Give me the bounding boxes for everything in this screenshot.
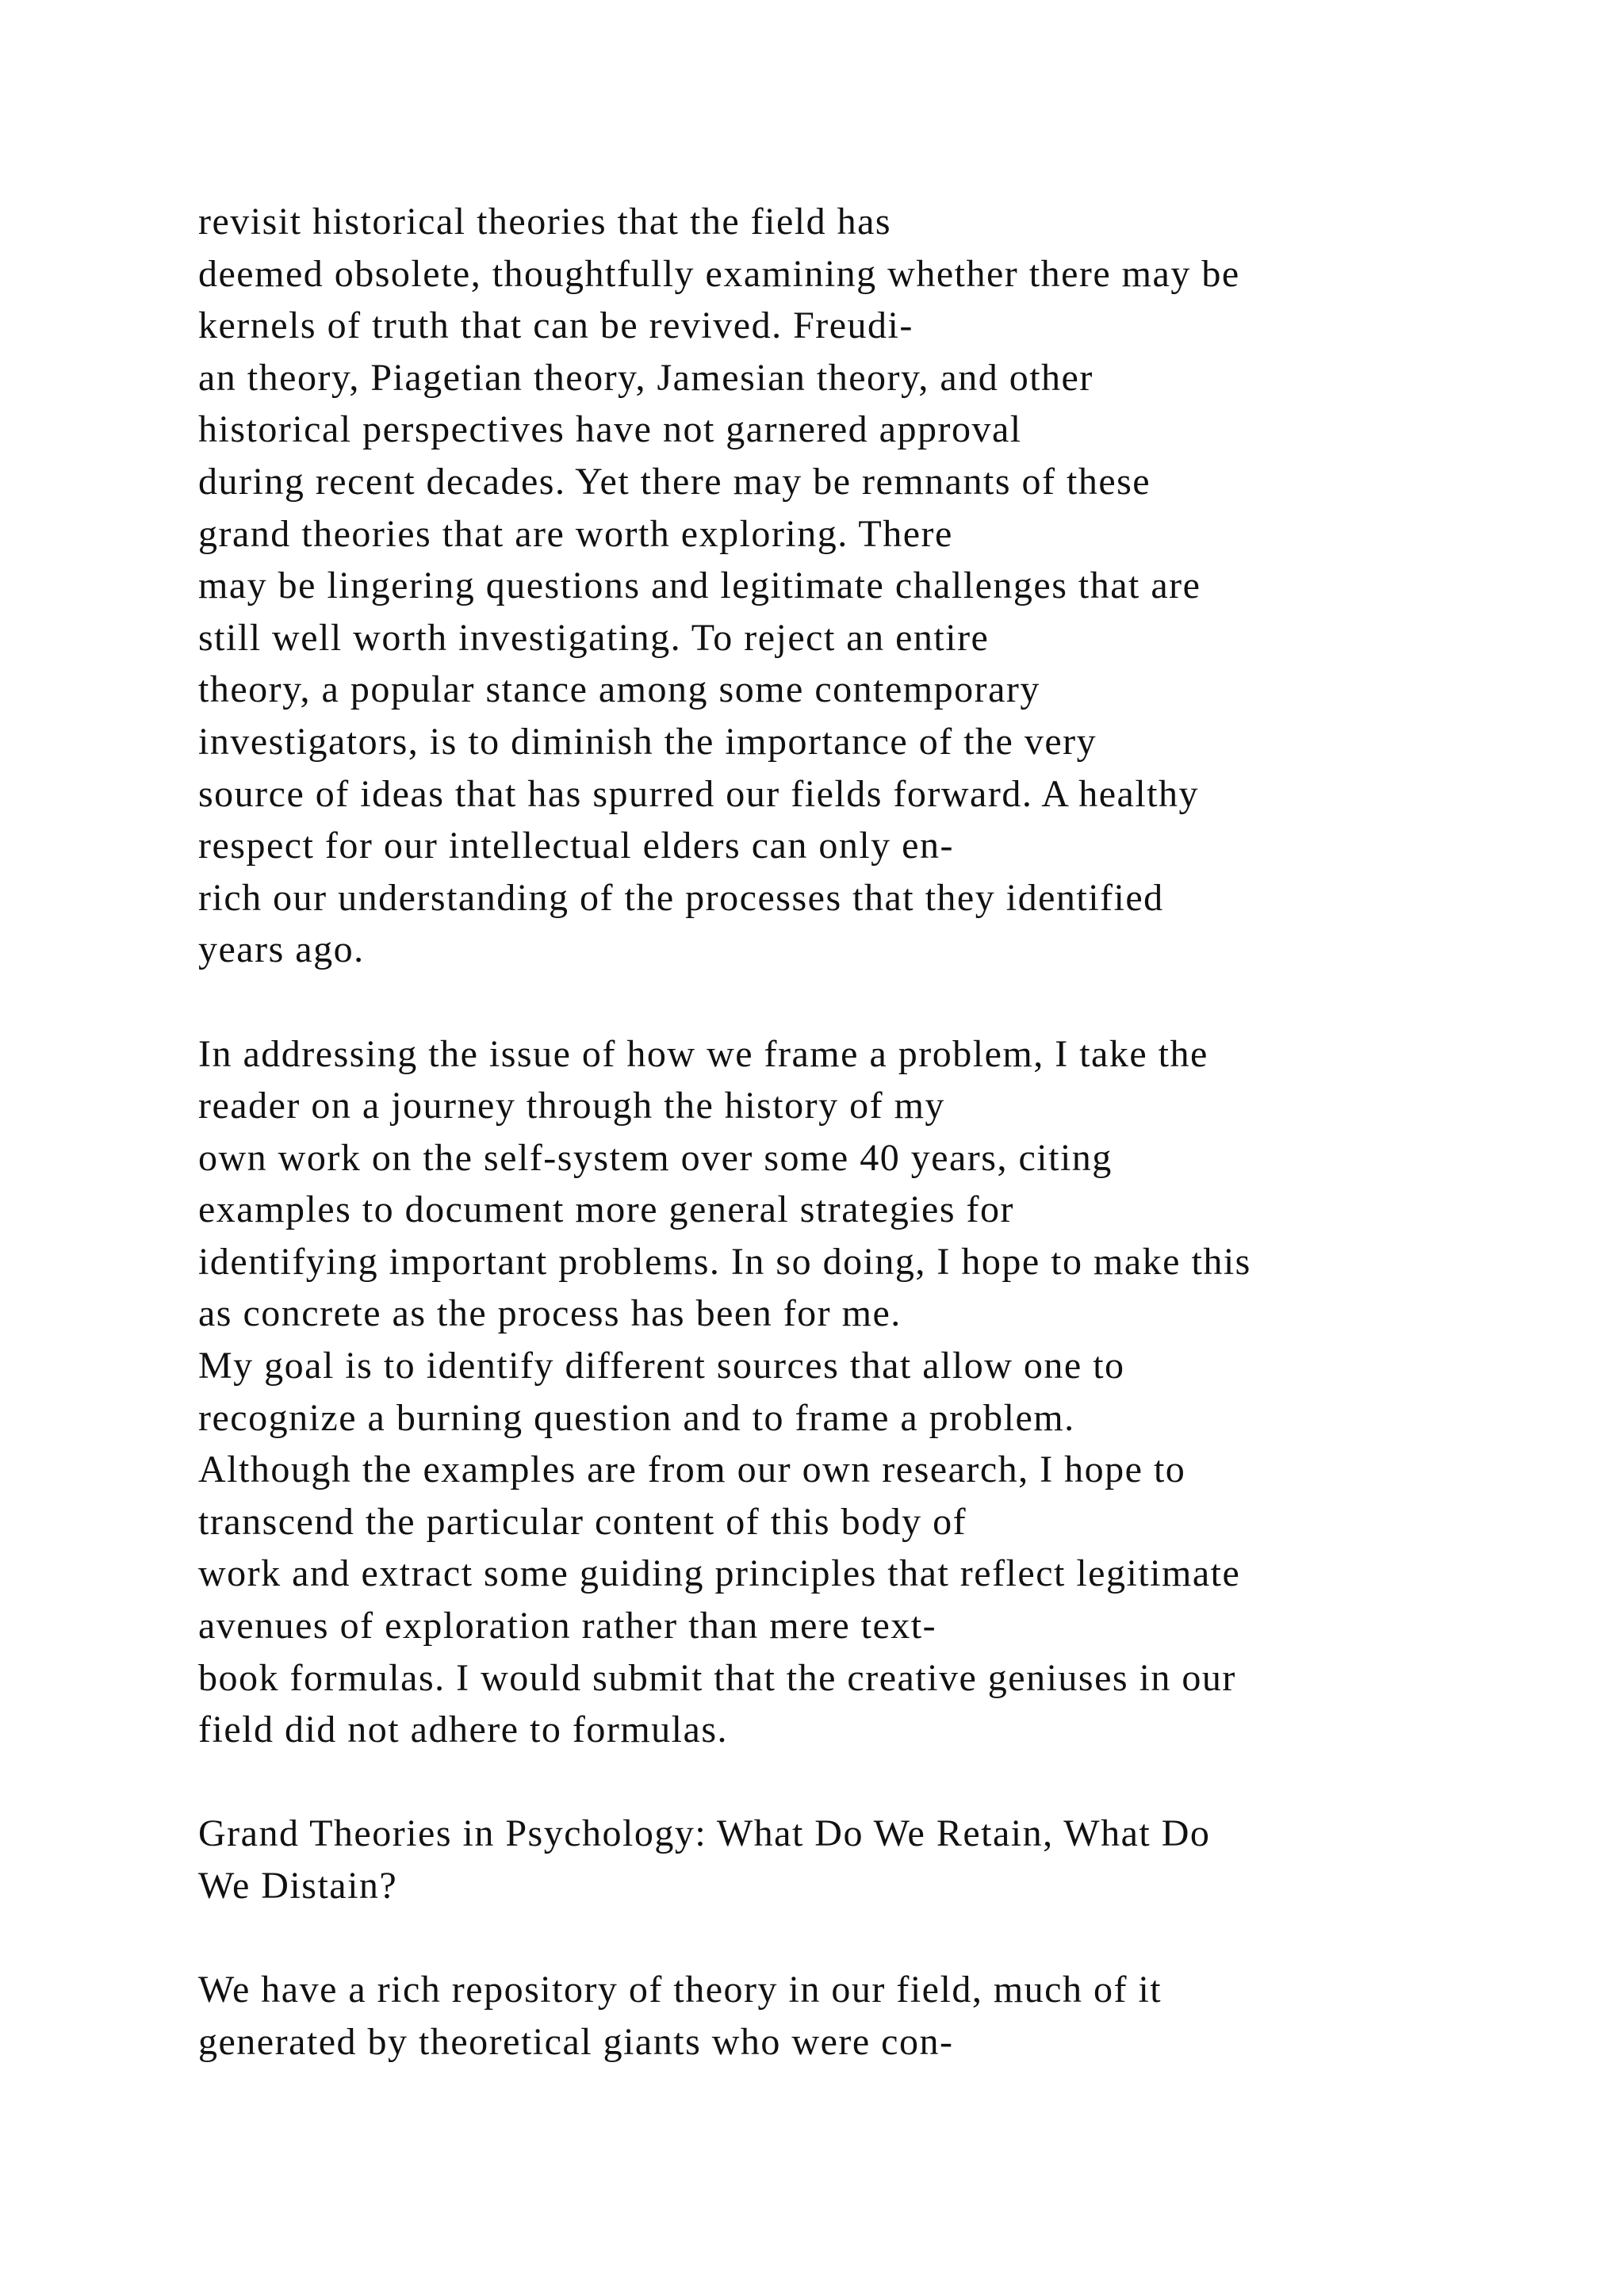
text-line: investigators, is to diminish the importance of the very [198, 720, 1097, 763]
text-line: reader on a journey through the history of my [198, 1085, 945, 1127]
text-line: kernels of truth that can be revived. Freudi- [198, 304, 914, 347]
text-line: during recent decades. Yet there may be remnants of these [198, 460, 1151, 503]
section-heading [198, 1808, 1594, 1911]
heading-line: We Distain? [198, 1865, 398, 1907]
text-line: book formulas. I would submit that the creative geniuses in our [198, 1656, 1236, 1699]
text-line: We have a rich repository of theory in our field, much of it [198, 1969, 1162, 2011]
text-line: respect for our intellectual elders can only en- [198, 825, 954, 867]
text-line: recognize a burning question and to frame a problem. [198, 1396, 1075, 1439]
text-line: identifying important problems. In so doing, I hope to make this [198, 1240, 1251, 1283]
text-line: as concrete as the process has been for me. [198, 1292, 902, 1335]
text-line: grand theories that are worth exploring. There [198, 512, 953, 555]
text-line: deemed obsolete, thoughtfully examining whether there may be [198, 252, 1240, 295]
text-line: field did not adhere to formulas. [198, 1709, 728, 1751]
text-line: still well worth investigating. To reject an entire [198, 616, 990, 659]
paragraph-gap [198, 1756, 1594, 1808]
text-line: Although the examples are from our own research, I hope to [198, 1448, 1186, 1491]
text-line: examples to document more general strategies for [198, 1188, 1014, 1231]
text-line: revisit historical theories that the field has [198, 201, 892, 243]
text-line: historical perspectives have not garnered approval [198, 408, 1022, 451]
text-line: transcend the particular content of this body of [198, 1500, 967, 1543]
text-line: My goal is to identify different sources that allow one to [198, 1345, 1125, 1387]
text-line: own work on the self-system over some 40 years, citing [198, 1136, 1113, 1179]
paragraph-gap [198, 1912, 1594, 1965]
paragraph-2 [198, 1028, 1594, 1756]
text-line: may be lingering questions and legitimate challenges that are [198, 564, 1201, 607]
text-line: theory, a popular stance among some contemporary [198, 668, 1040, 711]
paragraph-gap [198, 976, 1594, 1028]
text-line: In addressing the issue of how we frame a problem, I take the [198, 1032, 1208, 1075]
document-body [198, 196, 1594, 2068]
heading-line: Grand Theories in Psychology: What Do We Retain, What Do [198, 1812, 1211, 1855]
text-line: work and extract some guiding principles that reflect legitimate [198, 1552, 1241, 1595]
paragraph-3 [198, 1964, 1594, 2068]
text-line: generated by theoretical giants who were con- [198, 2020, 954, 2063]
paragraph-1 [198, 196, 1594, 976]
text-line: an theory, Piagetian theory, Jamesian theory, and other [198, 356, 1094, 399]
text-line: rich our understanding of the processes that they identified [198, 876, 1164, 919]
text-line: source of ideas that has spurred our fields forward. A healthy [198, 772, 1199, 815]
text-line: years ago. [198, 928, 365, 971]
text-line: avenues of exploration rather than mere text- [198, 1605, 937, 1647]
